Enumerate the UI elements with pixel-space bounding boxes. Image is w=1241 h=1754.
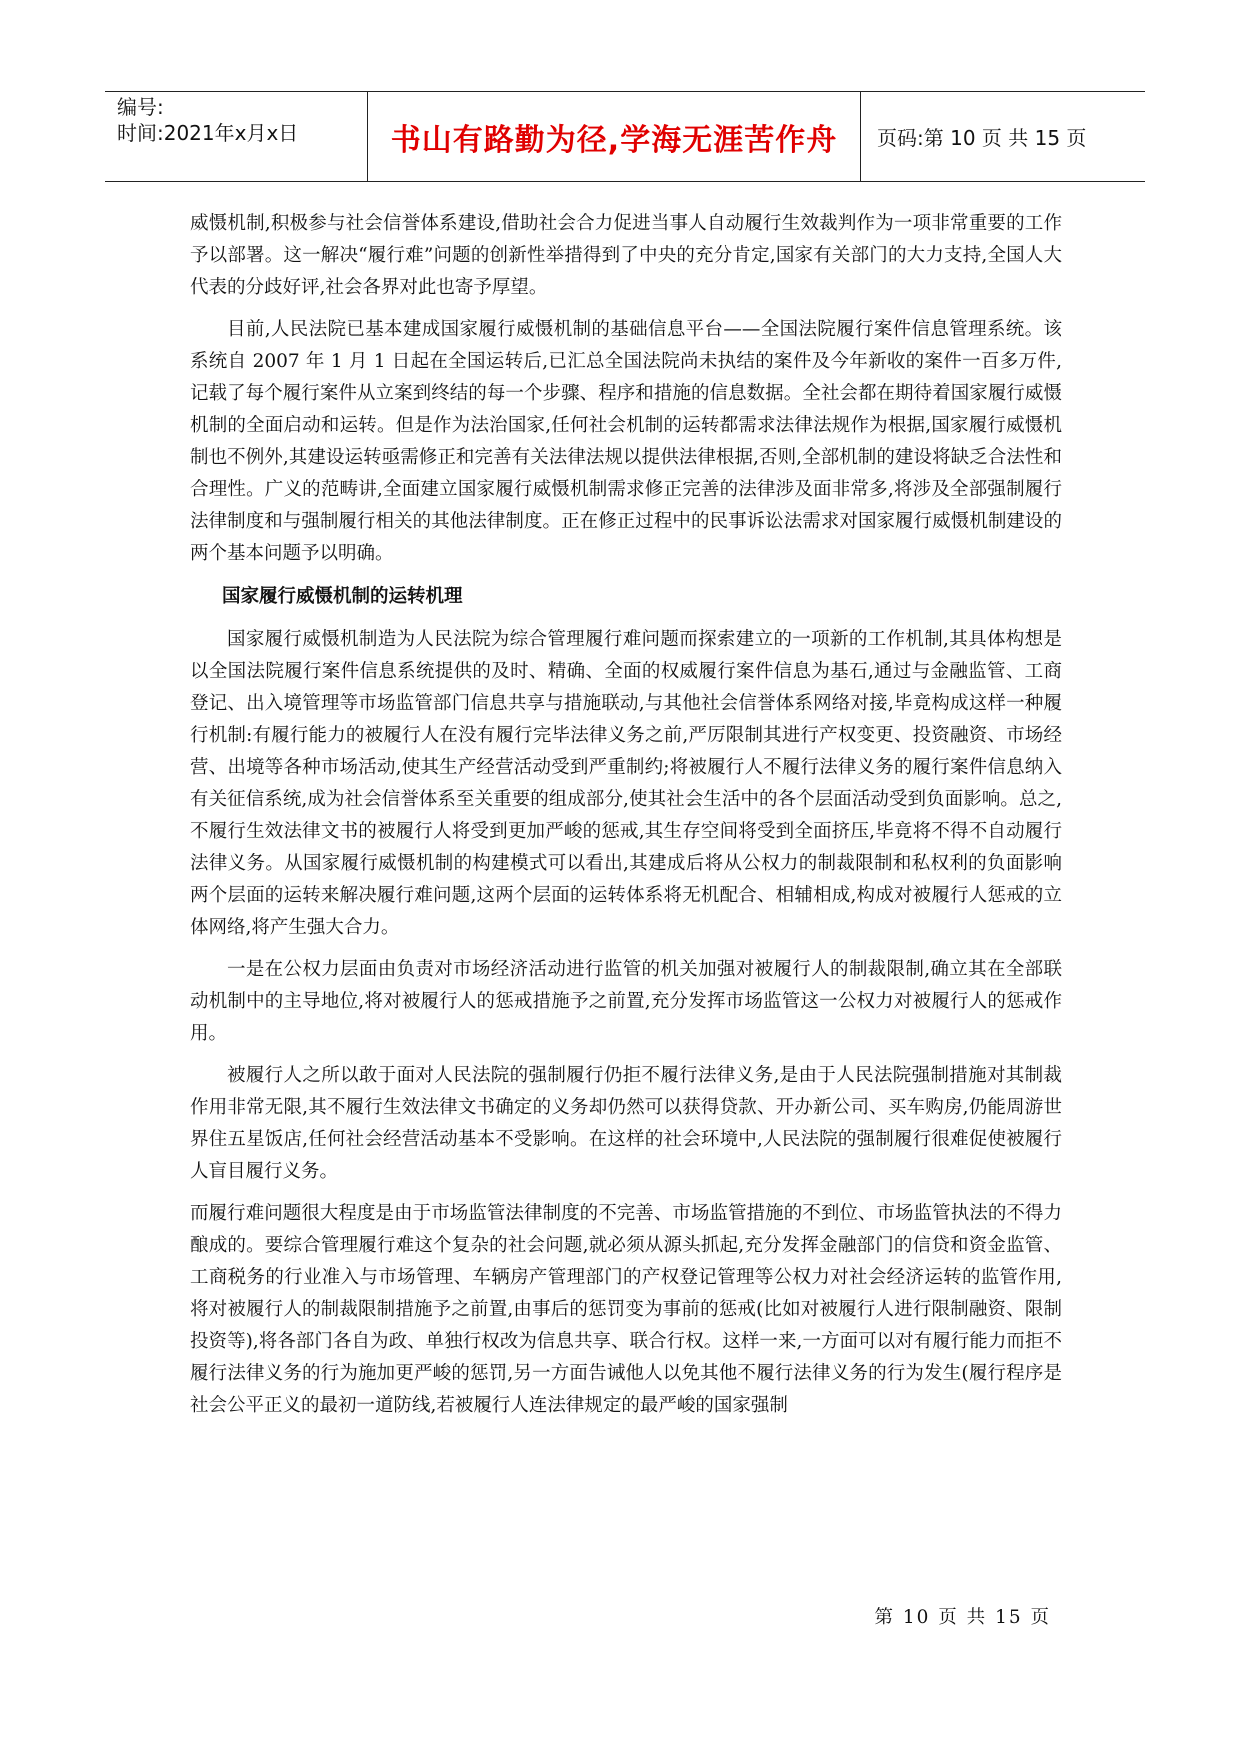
- page-header: [105, 91, 1145, 182]
- paragraph-5: 被履行人之所以敢于面对人民法院的强制履行仍拒不履行法律义务,是由于人民法院强制措施对其制裁作用非常无限,其不履行生效法律文书确定的义务却仍然可以获得贷款、开办新公司、买车购房,仍能周游世界住五星饭店,任何社会经营活动基本不受影响。在这样的社会环境中,人民法院的强制履行很难促使被履行人盲目履行义务。: [190, 1065, 1062, 1182]
- document-time-label: 时间:2021年x月x日: [117, 121, 299, 145]
- header-page-cell: [861, 92, 1145, 181]
- header-info-cell: [105, 92, 368, 181]
- paragraph-6: 而履行难问题很大程度是由于市场监管法律制度的不完善、市场监管措施的不到位、市场监管执法的不得力酿成的。要综合管理履行难这个复杂的社会问题,就必须从源头抓起,充分发挥金融部门的信贷和资金监管、工商税务的行业准入与市场管理、车辆房产管理部门的产权登记管理等公权力对社会经济运转的监管作用,将对被履行人的制裁限制措施予之前置,由事后的惩罚变为事前的惩戒(比如对被履行人进行限制融资、限制投资等),将各部门各自为政、单独行权改为信息共享、联合行权。这样一来,一方面可以对有履行能力而拒不履行法律义务的行为施加更严峻的惩罚,另一方面告诫他人以免其他不履行法律义务的行为发生(履行程序是社会公平正义的最初一道防线,若被履行人连法律规定的最严峻的国家强制: [190, 1203, 1062, 1416]
- page-footer: 第 10 页 共 15 页: [874, 1607, 1051, 1628]
- paragraph-2: 目前,人民法院已基本建成国家履行威慑机制的基础信息平台——全国法院履行案件信息管理系统。该系统自 2007 年 1 月 1 日起在全国运转后,已汇总全国法院尚未执结的案件及今年新收的案件一百多万件,记载了每个履行案件从立案到终结的每一个步骤、程序和措施的信息数据。全社会都在期待着国家履行威慑机制的全面启动和运转。但是作为法治国家,任何社会机制的运转都需求法律法规作为根据,国家履行威慑机制也不例外,其建设运转亟需修正和完善有关法律法规以提供法律根据,否则,全部机制的建设将缺乏合法性和合理性。广义的范畴讲,全面建立国家履行威慑机制需求修正完善的法律涉及面非常多,将涉及全部强制履行法律制度和与强制履行相关的其他法律制度。正在修正过程中的民事诉讼法需求对国家履行威慑机制建设的两个基本问题予以明确。: [190, 319, 1062, 564]
- document-number-label: 编号:: [117, 95, 164, 119]
- paragraph-3: 国家履行威慑机制造为人民法院为综合管理履行难问题而探索建立的一项新的工作机制,其具体构想是以全国法院履行案件信息系统提供的及时、精确、全面的权威履行案件信息为基石,通过与金融监管、工商登记、出入境管理等市场监管部门信息共享与措施联动,与其他社会信誉体系网络对接,毕竟构成这样一种履行机制:有履行能力的被履行人在没有履行完毕法律义务之前,严厉限制其进行产权变更、投资融资、市场经营、出境等各种市场活动,使其生产经营活动受到严重制约;将被履行人不履行法律义务的履行案件信息纳入有关征信系统,成为社会信誉体系至关重要的组成部分,使其社会生活中的各个层面活动受到负面影响。总之,不履行生效法律文书的被履行人将受到更加严峻的惩戒,其生存空间将受到全面挤压,毕竟将不得不自动履行法律义务。从国家履行威慑机制的构建模式可以看出,其建成后将从公权力的制裁限制和私权利的负面影响两个层面的运转来解决履行难问题,这两个层面的运转体系将无机配合、相辅相成,构成对被履行人惩戒的立体网络,将产生强大合力。: [190, 629, 1062, 938]
- paragraph-4: 一是在公权力层面由负责对市场经济活动进行监管的机关加强对被履行人的制裁限制,确立其在全部联动机制中的主导地位,将对被履行人的惩戒措施予之前置,充分发挥市场监管这一公权力对被履行人的惩戒作用。: [190, 959, 1062, 1044]
- section-heading: 国家履行威慑机制的运转机理: [222, 586, 463, 607]
- document-body: [190, 208, 1062, 1432]
- paragraph-1: 威慑机制,积极参与社会信誉体系建设,借助社会合力促进当事人自动履行生效裁判作为一项非常重要的工作予以部署。这一解决“履行难”问题的创新性举措得到了中央的充分肯定,国家有关部门的大力支持,全国人大代表的分歧好评,社会各界对此也寄予厚望。: [190, 213, 1062, 298]
- header-motto-cell: [368, 92, 861, 181]
- header-motto: 书山有路勤为径,学海无涯苦作舟: [390, 122, 838, 158]
- header-page-number: 页码:第 10 页 共 15 页: [877, 126, 1087, 150]
